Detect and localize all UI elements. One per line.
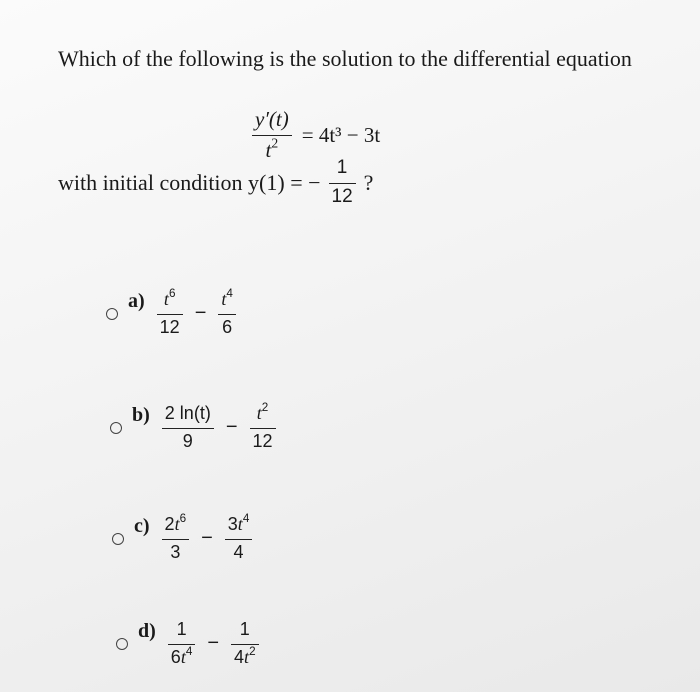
term-denominator: 6 (222, 316, 233, 337)
minus-operator: − (225, 416, 238, 439)
question-mark: ? (363, 169, 374, 195)
denominator-exponent: 2 (271, 135, 279, 151)
option-label: c) (134, 515, 150, 537)
option-label: b) (132, 404, 150, 426)
option-d[interactable] (116, 620, 259, 668)
term-exponent: 4 (242, 511, 250, 525)
fraction-bar (218, 314, 236, 315)
term-coefficient: 6 (170, 646, 181, 667)
term-coefficient: 4 (234, 646, 245, 667)
term-base: t (180, 646, 186, 667)
option-label: a) (128, 290, 145, 312)
option-d-term1 (168, 620, 196, 668)
denominator-base: t (265, 138, 272, 163)
option-c-term2 (225, 511, 253, 563)
fraction-bar (162, 539, 190, 540)
term-base: t (256, 403, 262, 423)
initial-denominator: 12 (331, 185, 353, 207)
term-denominator: 4 (233, 541, 244, 562)
minus-operator: − (201, 527, 213, 550)
term-exponent: 6 (179, 511, 187, 525)
term-exponent: 2 (249, 644, 256, 658)
minus-operator: − (207, 632, 220, 655)
radio-button[interactable] (112, 533, 124, 545)
term-base: t (174, 514, 180, 534)
term-denominator: 12 (159, 316, 180, 337)
equation-fraction (252, 108, 292, 162)
term-denominator: 3 (170, 541, 181, 562)
option-c[interactable] (112, 511, 252, 563)
radio-button[interactable] (106, 308, 118, 320)
term-denominator: 9 (182, 430, 193, 451)
option-a-term2 (218, 286, 236, 338)
option-d-term2 (231, 620, 259, 668)
term-exponent: 4 (226, 286, 233, 300)
option-b-term1 (162, 404, 214, 452)
fraction-bar (162, 428, 214, 429)
radio-button[interactable] (116, 638, 128, 650)
term-base: t (244, 646, 250, 667)
term-numerator: 1 (176, 619, 187, 639)
question-prompt: Which of the following is the solution to the differential equation (58, 46, 632, 71)
option-a-term1 (157, 286, 183, 338)
term-numerator: 1 (239, 619, 250, 639)
term-base: t (237, 514, 243, 534)
fraction-bar (157, 314, 183, 315)
equation-numerator: y′(t) (255, 107, 289, 131)
option-b[interactable] (110, 400, 276, 452)
term-coefficient: 2 (164, 514, 175, 534)
fraction-bar (329, 183, 356, 184)
initial-condition-text: with initial condition y(1) = − (58, 169, 321, 195)
term-exponent: 4 (185, 644, 193, 658)
option-c-term1 (162, 511, 190, 563)
radio-button[interactable] (110, 422, 122, 434)
option-label: d) (138, 620, 156, 642)
option-b-term2 (250, 400, 276, 452)
differential-equation (252, 108, 380, 162)
term-denominator: 12 (252, 430, 273, 451)
term-exponent: 6 (168, 286, 176, 300)
term-coefficient: 3 (227, 514, 238, 534)
minus-operator: − (194, 302, 207, 325)
term-base: t (221, 289, 227, 309)
fraction-bar (225, 539, 253, 540)
option-a[interactable] (106, 286, 236, 338)
term-numerator: 2 ln(t) (164, 403, 211, 423)
initial-condition-fraction (329, 158, 356, 208)
term-base: t (163, 289, 169, 309)
equation-rhs: = 4t³ − 3t (301, 122, 381, 147)
term-exponent: 2 (261, 400, 269, 414)
initial-condition (58, 158, 373, 208)
fraction-bar (250, 428, 276, 429)
initial-numerator: 1 (336, 157, 348, 178)
